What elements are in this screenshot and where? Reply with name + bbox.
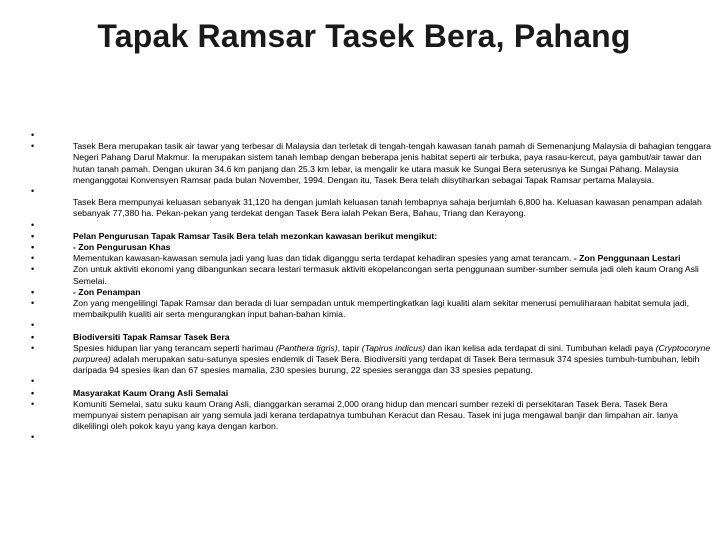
bullet-icon: • xyxy=(31,253,35,264)
bullet-icon: • xyxy=(31,141,35,152)
empty-bullet-item xyxy=(31,376,713,387)
biodiversity-text-e: dan ikan kelisa ada terdapat di sini. Tumbuhan keladi paya xyxy=(425,342,656,353)
bullet-icon: • xyxy=(31,286,35,297)
sustainable-zone-paragraph xyxy=(31,264,713,286)
management-heading xyxy=(31,231,713,242)
bullet-icon: • xyxy=(31,219,35,230)
empty-bullet-item xyxy=(31,130,713,141)
community-text: Komuniti Semelai, satu suku kaum Orang Asli, dianggarkan seramai 2,000 orang hidup dan mencari sumber rezeki di persekitaran Tasek Bera. Tasek Bera mempunyai sistem penapisan air yang semula jadi kerana terdapatnya tumbuhan Keracut dan Resau. Tasek ini juga mengawal banjir dan limpahan air. Ianya dikelilingi oleh pokok kayu yang kaya dengan karbon. xyxy=(73,398,678,432)
biodiversity-text-a: Spesies hidupan liar yang terancam seperti harimau xyxy=(73,342,276,353)
bullet-list xyxy=(31,130,713,444)
special-zone-paragraph xyxy=(31,253,713,264)
management-heading-text: Pelan Pengurusan Tapak Ramsar Tasik Bera telah mezonkan kawasan berikut mengikut: xyxy=(73,230,438,241)
bullet-icon: • xyxy=(31,331,35,342)
buffer-zone-paragraph xyxy=(31,298,713,320)
community-heading xyxy=(31,388,713,399)
empty-bullet-item xyxy=(31,220,713,231)
bullet-icon: • xyxy=(31,376,35,387)
area-paragraph xyxy=(31,186,713,220)
bullet-icon: • xyxy=(31,387,35,398)
biodiversity-text-g: adalah merupakan satu-satunya spesies endemik di Tasek Bera. Biodiversiti yang terdapat di Tasek Bera termasuk 374 spesies tumbuh-tumbuhan, lebih daripada 94 spesies ikan dan 67 spesies mamalia, 230 spesies burung, 22 spesies serangga dan 33 spesies pepatung. xyxy=(73,354,700,376)
bullet-icon: • xyxy=(31,320,35,331)
biodiversity-heading-text: Biodiversiti Tapak Ramsar Tasek Bera xyxy=(73,331,230,342)
bullet-icon: • xyxy=(31,186,35,197)
bullet-icon: • xyxy=(31,242,35,253)
bullet-icon: • xyxy=(31,264,35,275)
tiger-species-name: (Panthera tigris) xyxy=(275,342,338,353)
sustainable-zone-heading-text: - Zon Penggunaan Lestari xyxy=(573,253,681,264)
empty-bullet-item xyxy=(31,320,713,331)
area-text: Tasek Bera mempunyai keluasan sebanyak 31,120 ha dengan jumlah keluasan tanah lembapnya sahaja berjumlah 6,800 ha. Keluasan kawasan penampan adalah sebanyak 77,380 ha. Pekan-pekan yang terdekat dengan Tasek Bera ialah Pekan Bera, Bahau, Triang dan Kerayong. xyxy=(73,197,702,219)
community-heading-text: Masyarakat Kaum Orang Asli Semalai xyxy=(73,387,229,398)
slide-title: Tapak Ramsar Tasek Bera, Pahang xyxy=(97,18,631,54)
keladi-species-name: (Cryptocoryne purpurea) xyxy=(73,342,711,365)
bullet-icon: • xyxy=(31,398,35,409)
special-zone-heading-text: - Zon Pengurusan Khas xyxy=(73,242,171,253)
buffer-zone-heading-text: - Zon Penampan xyxy=(73,286,141,297)
biodiversity-heading xyxy=(31,332,713,343)
bullet-icon: • xyxy=(31,342,35,353)
empty-bullet-item xyxy=(31,432,713,443)
bullet-icon: • xyxy=(31,130,35,140)
bullet-icon: • xyxy=(31,298,35,309)
intro-paragraph xyxy=(31,141,713,186)
bullet-icon: • xyxy=(31,432,35,443)
buffer-zone-heading xyxy=(31,287,713,298)
sustainable-zone-text: Zon untuk aktiviti ekonomi yang dibangunkan secara lestari termasuk aktiviti ekopelancongan serta penggunaan sumber-sumber semula jadi oleh kaum Orang Asli Semelai. xyxy=(73,264,699,286)
tapir-species-name: (Tapirus indicus) xyxy=(361,342,426,353)
biodiversity-text-c: , tapir xyxy=(337,342,362,353)
intro-text: Tasek Bera merupakan tasik air tawar yang terbesar di Malaysia dan terletak di tengah-tengah kawasan tanah pamah di Semenanjung Malaysia di bahagian tenggara Negeri Pahang Darul Makmur. Ia merupakan sistem tanah lembap dengan beberapa jenis habitat seperti air terbuka, paya rasau-kercut, paya gambut/air tawar dan hutan tanah pamah. Dengan ukuran 34.6 km panjang dan 25.3 km lebar, ia mengalir ke utara masuk ke Sungai Bera seterusnya ke Sungai Pahang. Malaysia menganggotai Konvensyen Ramsar pada bulan November, 1994. Dengan itu, Tasek Bera telah diisytiharkan sebagai Tapak Ramsar pertama Malaysia. xyxy=(73,141,711,185)
community-paragraph xyxy=(31,399,713,433)
biodiversity-paragraph xyxy=(31,343,713,377)
bullet-icon: • xyxy=(31,230,35,241)
special-zone-heading xyxy=(31,242,713,253)
special-zone-text: Mementukan kawasan-kawasan semula jadi yang luas dan tidak diganggu serta terdapat kehadiran spesies yang amat terancam. xyxy=(73,253,572,264)
buffer-zone-text: Zon yang mengelilingi Tapak Ramsar dan berada di luar sempadan untuk mempertingkatkan lagi kualiti alam sekitar menerusi pemuliharaan habitat semula jadi, membaikpulih kualiti air serta mengurangkan input bahan-bahan kimia. xyxy=(73,298,690,320)
